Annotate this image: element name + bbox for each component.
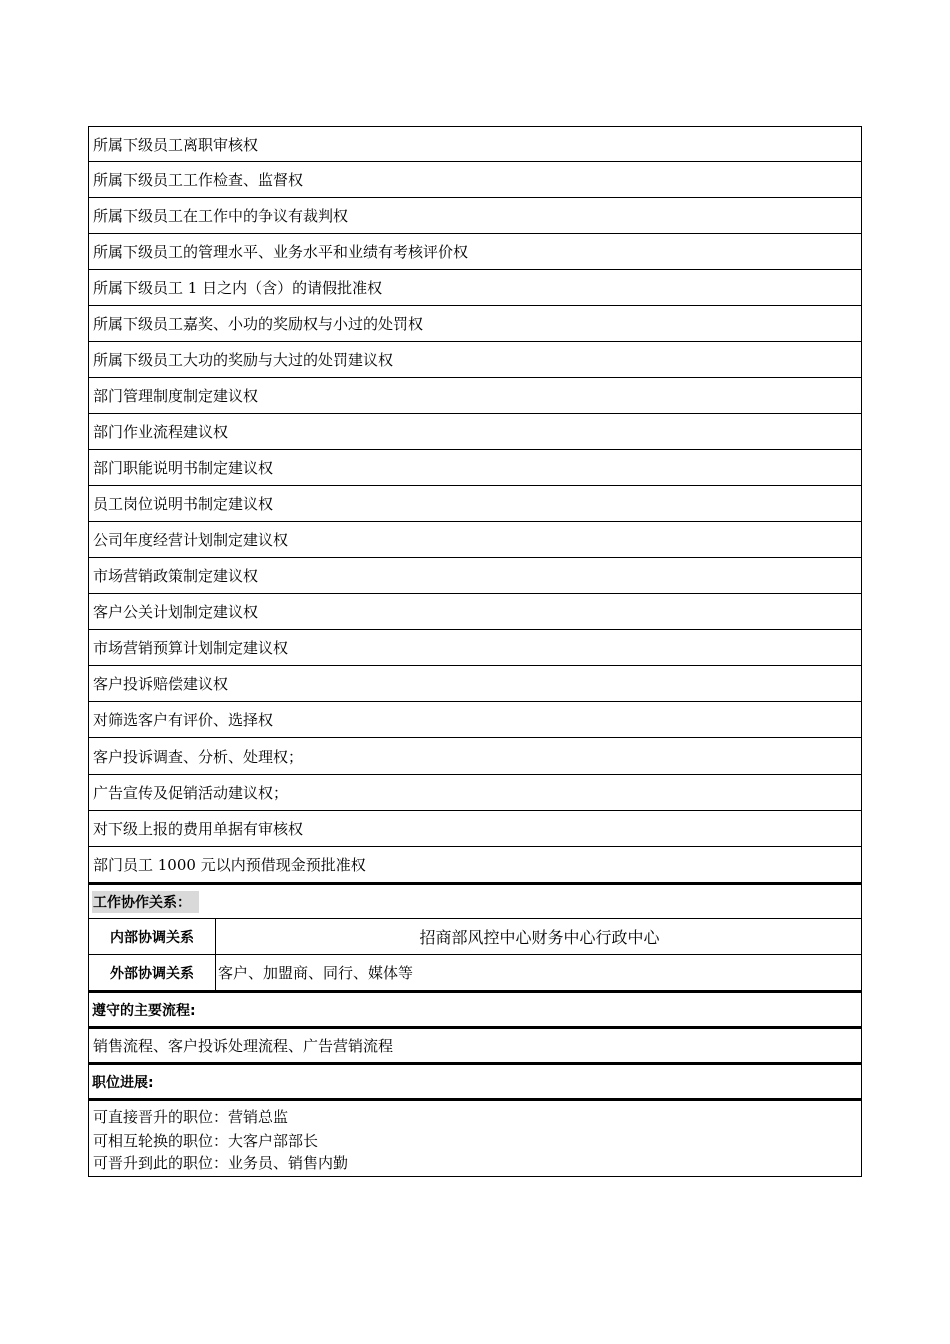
authority-row: 所属下级员工工作检查、监督权 [88, 162, 862, 198]
internal-coordination-label: 内部协调关系 [89, 919, 216, 954]
authority-row: 部门职能说明书制定建议权 [88, 450, 862, 486]
authority-row: 客户投诉调查、分析、处理权； [88, 738, 862, 775]
external-coordination-label: 外部协调关系 [89, 955, 216, 990]
authority-row: 部门管理制度制定建议权 [88, 378, 862, 414]
external-coordination-value: 客户、加盟商、同行、媒体等 [218, 964, 414, 982]
authority-row: 市场营销预算计划制定建议权 [88, 630, 862, 666]
responsibility-table [88, 126, 862, 1177]
process-heading [88, 991, 862, 1027]
authority-row: 对下级上报的费用单据有审核权 [88, 811, 862, 847]
authority-row: 客户投诉赔偿建议权 [88, 666, 862, 702]
internal-coordination-value: 招商部风控中心财务中心行政中心 [419, 928, 660, 947]
process-value: 销售流程、客户投诉处理流程、广告营销流程 [88, 1027, 862, 1063]
progression-line: 可相互轮换的职位：大客户部部长 [93, 1132, 319, 1150]
authority-row: 所属下级员工在工作中的争议有裁判权 [88, 198, 862, 234]
cooperation-heading [88, 883, 862, 919]
authority-row: 所属下级员工离职审核权 [88, 126, 862, 162]
progression-line: 可晋升到此的职位：业务员、销售内勤 [93, 1154, 349, 1172]
authority-row: 广告宣传及促销活动建议权； [88, 775, 862, 811]
process-heading-text: 遵守的主要流程: [92, 1002, 196, 1019]
authority-row: 所属下级员工 1 日之内（含）的请假批准权 [88, 270, 862, 306]
authority-row: 员工岗位说明书制定建议权 [88, 486, 862, 522]
progression-block [88, 1099, 862, 1177]
authority-list [88, 126, 862, 883]
internal-coordination-row [88, 919, 862, 955]
authority-row: 对筛选客户有评价、选择权 [88, 702, 862, 738]
authority-row: 部门员工 1000 元以内预借现金预批准权 [88, 847, 862, 883]
authority-row: 公司年度经营计划制定建议权 [88, 522, 862, 558]
authority-row: 客户公关计划制定建议权 [88, 594, 862, 630]
authority-row: 部门作业流程建议权 [88, 414, 862, 450]
authority-row: 所属下级员工的管理水平、业务水平和业绩有考核评价权 [88, 234, 862, 270]
progression-heading [88, 1063, 862, 1099]
authority-row: 所属下级员工大功的奖励与大过的处罚建议权 [88, 342, 862, 378]
external-coordination-row [88, 955, 862, 991]
progression-heading-text: 职位进展: [92, 1074, 154, 1091]
progression-line: 可直接晋升的职位：营销总监 [93, 1108, 289, 1126]
authority-row: 所属下级员工嘉奖、小功的奖励权与小过的处罚权 [88, 306, 862, 342]
authority-row: 市场营销政策制定建议权 [88, 558, 862, 594]
cooperation-heading-text: 工作协作关系： [92, 891, 199, 913]
